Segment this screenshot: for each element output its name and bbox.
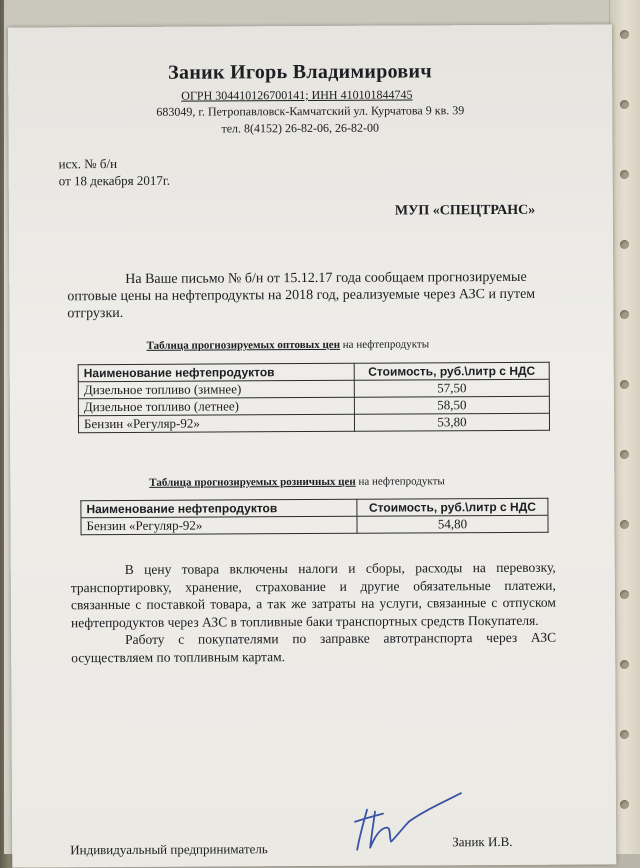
table-row — [81, 515, 548, 534]
reference-date: от 18 декабря 2017г. — [58, 172, 171, 189]
product-price: 58,50 — [354, 396, 549, 414]
product-name: Бензин «Регуляр-92» — [78, 414, 354, 432]
caption-underlined: Таблица прогнозируемых розничных цен — [149, 475, 356, 489]
punch-hole — [620, 800, 629, 809]
letterhead-ogrn-inn: ОГРН 304410126700141; ИНН 410101844745 — [181, 87, 413, 103]
punch-hole — [620, 380, 629, 389]
table-header-row — [78, 362, 549, 381]
retail-price-table — [80, 498, 548, 535]
product-name: Дизельное топливо (летнее) — [78, 397, 354, 415]
paragraph-fuel-cards: Работу с покупателями по заправке автотранспорта через АЗС осуществляем по топливным картам. — [71, 629, 557, 665]
column-header-product: Наименование нефтепродуктов — [78, 363, 354, 381]
punch-hole — [620, 730, 629, 739]
punch-hole — [620, 660, 629, 669]
signer-name: Заник И.В. — [452, 833, 513, 850]
handwritten-signature — [345, 791, 465, 862]
reference-number: исх. № б/н — [58, 156, 118, 172]
signer-position: Индивидуальный предприниматель — [70, 841, 268, 858]
punch-hole — [620, 30, 629, 39]
caption-rest: на нефтепродукты — [355, 475, 445, 488]
body-paragraphs — [71, 559, 557, 667]
letterhead-name: Заник Игорь Владимирович — [168, 60, 432, 84]
letterhead-address: 683049, г. Петропавловск-Камчатский ул. Курчатова 9 кв. 39 — [156, 103, 465, 119]
column-header-price: Стоимость, руб.\литр с НДС — [357, 498, 548, 516]
column-header-product: Наименование нефтепродуктов — [81, 499, 357, 517]
punch-hole — [620, 450, 629, 459]
outgoing-reference — [59, 155, 170, 190]
column-header-price: Стоимость, руб.\литр с НДС — [354, 362, 549, 380]
wholesale-price-table — [78, 362, 550, 433]
punch-hole — [620, 590, 629, 599]
product-name: Дизельное топливо (зимнее) — [78, 380, 354, 398]
signature-stroke — [355, 793, 461, 850]
product-price: 53,80 — [354, 413, 549, 431]
punch-hole — [620, 170, 629, 179]
punch-hole — [620, 310, 629, 319]
punch-hole — [620, 100, 629, 109]
letterhead-phone: тел. 8(4152) 26-82-06, 26-82-00 — [221, 120, 380, 136]
table-row — [78, 413, 549, 432]
caption-underlined: Таблица прогнозируемых оптовых цен — [146, 338, 341, 352]
table-header-row — [81, 498, 548, 517]
intro-paragraph — [67, 269, 557, 323]
product-price: 57,50 — [354, 379, 549, 397]
retail-table-caption — [149, 475, 445, 489]
punch-hole — [620, 520, 629, 529]
product-price: 54,80 — [357, 515, 548, 533]
letter-page — [8, 24, 616, 867]
paragraph-pricing-terms: В цену товара включены налоги и сборы, расходы на перевозку, транспортировку, хранение, страхование и другие обязательные платежи, связанные с поставкой товара, а так же затраты на услуги, связанные с отпуском нефтепродуктов через АЗС в топливные баки транспортных средств Покупателя. — [70, 559, 556, 630]
punch-hole — [620, 240, 629, 249]
intro-text: На Ваше письмо № б/н от 15.12.17 года сообщаем прогнозируемые оптовые цены на нефтепродукты на 2018 год, реализуемые через АЗС и путем отгрузки. — [67, 269, 536, 322]
product-name: Бензин «Регуляр-92» — [81, 516, 357, 534]
recipient: МУП «СПЕЦТРАНС» — [394, 202, 536, 219]
caption-rest: на нефтепродукты — [339, 338, 430, 351]
wholesale-table-caption — [147, 338, 430, 351]
